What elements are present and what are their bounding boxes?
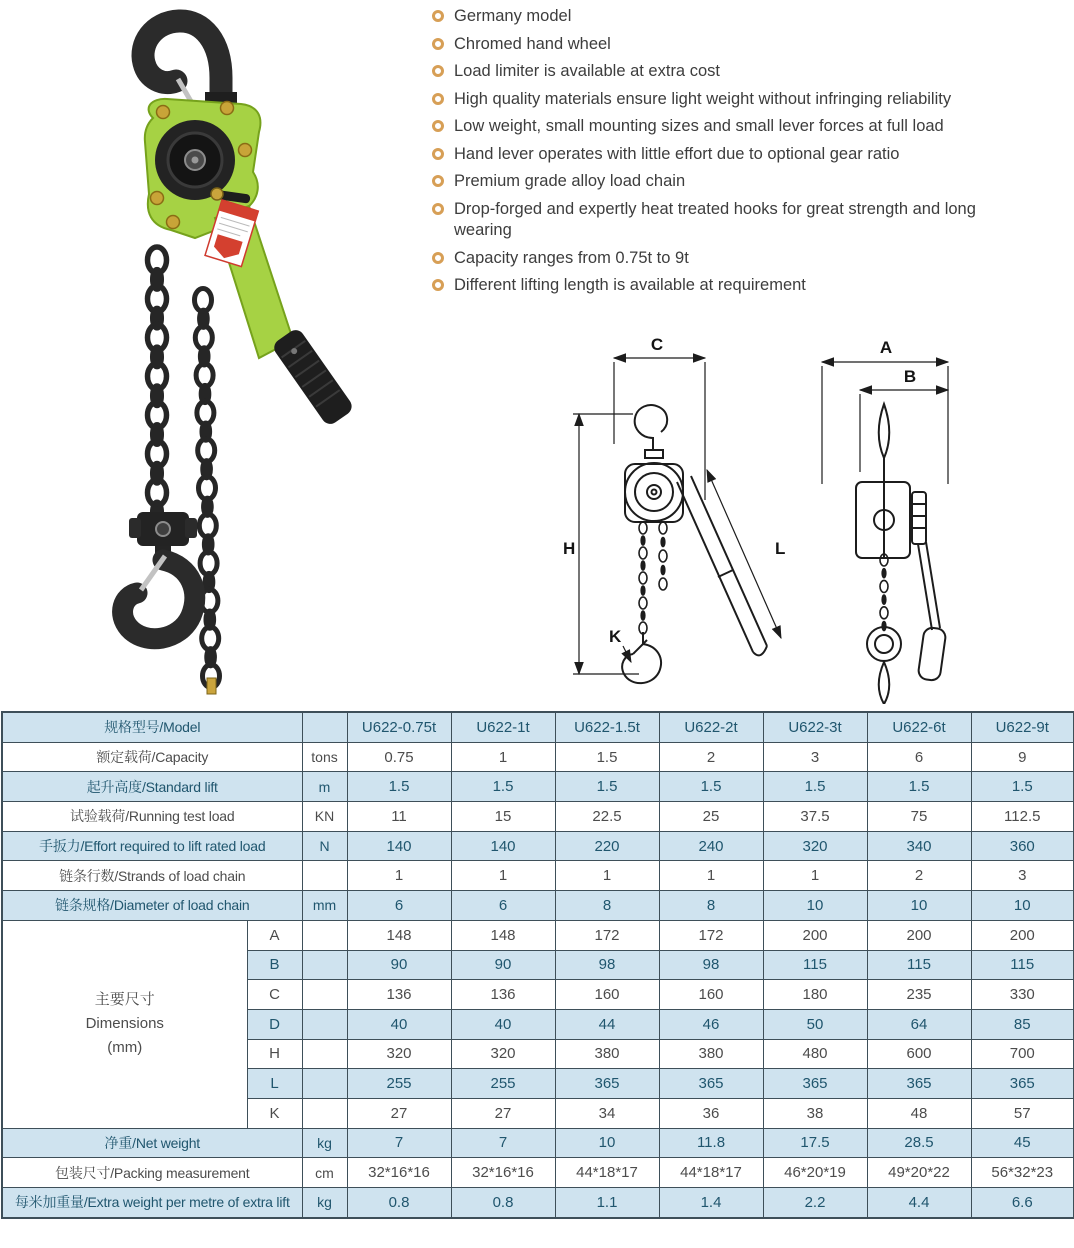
value-cell: 2.2 xyxy=(763,1188,867,1218)
value-cell: 28.5 xyxy=(867,1128,971,1158)
dim-label-l: L xyxy=(775,539,786,558)
value-cell: 380 xyxy=(659,1039,763,1069)
table-row xyxy=(2,1158,1074,1188)
bullet-icon xyxy=(432,38,444,50)
dim-label-b: B xyxy=(903,367,917,386)
value-cell: 235 xyxy=(867,980,971,1010)
row-label: 包装尺寸/Packing measurement xyxy=(2,1158,302,1188)
dim-label-h: H xyxy=(563,539,576,558)
value-cell: 10 xyxy=(867,891,971,921)
value-cell: 180 xyxy=(763,980,867,1010)
drawing-load-chain xyxy=(639,522,647,634)
value-cell: 85 xyxy=(971,1009,1074,1039)
value-cell: 90 xyxy=(451,950,555,980)
feature-item xyxy=(432,89,1024,111)
value-cell: 2 xyxy=(659,742,763,772)
value-cell: 27 xyxy=(451,1098,555,1128)
value-cell: 36 xyxy=(659,1098,763,1128)
bottom-hook-icon xyxy=(123,512,197,639)
value-cell: 6.6 xyxy=(971,1188,1074,1218)
value-cell: 25 xyxy=(659,802,763,832)
unit-cell xyxy=(302,980,347,1010)
bullet-icon xyxy=(432,65,444,77)
unit-cell xyxy=(302,950,347,980)
value-cell: 15 xyxy=(451,802,555,832)
dimensions-label-line: 主要尺寸 xyxy=(94,991,155,1009)
value-cell: 9 xyxy=(971,742,1074,772)
value-cell: 148 xyxy=(451,920,555,950)
spec-table xyxy=(1,711,1074,1219)
value-cell: 340 xyxy=(867,831,971,861)
model-header-cell: U622-6t xyxy=(867,712,971,742)
value-cell: 200 xyxy=(971,920,1074,950)
value-cell: 46 xyxy=(659,1009,763,1039)
value-cell: 32*16*16 xyxy=(451,1158,555,1188)
table-row xyxy=(2,891,1074,921)
dim-label-c: C xyxy=(650,335,664,354)
value-cell: 480 xyxy=(763,1039,867,1069)
feature-item xyxy=(432,116,1024,138)
model-header-cell: U622-3t xyxy=(763,712,867,742)
value-cell: 8 xyxy=(659,891,763,921)
bullet-icon xyxy=(432,203,444,215)
dim-label-a: A xyxy=(879,338,893,357)
value-cell: 200 xyxy=(867,920,971,950)
unit-cell xyxy=(302,712,347,742)
bullet-icon xyxy=(432,93,444,105)
table-row xyxy=(2,1128,1074,1158)
side-view-drawing xyxy=(800,332,985,704)
value-cell: 7 xyxy=(451,1128,555,1158)
value-cell: 1.5 xyxy=(971,772,1074,802)
value-cell: 8 xyxy=(555,891,659,921)
model-header-cell: U622-2t xyxy=(659,712,763,742)
table-row xyxy=(2,1188,1074,1218)
table-row xyxy=(2,772,1074,802)
row-label: 每米加重量/Extra weight per metre of extra lift xyxy=(2,1188,302,1218)
dimension-letter-cell: C xyxy=(247,980,302,1010)
unit-cell xyxy=(302,1069,347,1099)
value-cell: 1.5 xyxy=(659,772,763,802)
feature-text: Different lifting length is available at requirement xyxy=(454,276,806,294)
value-cell: 365 xyxy=(971,1069,1074,1099)
value-cell: 1 xyxy=(763,861,867,891)
value-cell: 320 xyxy=(451,1039,555,1069)
value-cell: 1.5 xyxy=(763,772,867,802)
feature-text: Premium grade alloy load chain xyxy=(454,172,686,190)
front-view-drawing xyxy=(557,332,792,704)
feature-text: Germany model xyxy=(454,7,572,25)
value-cell: 1.5 xyxy=(451,772,555,802)
unit-cell: kg xyxy=(302,1188,347,1218)
value-cell: 40 xyxy=(347,1009,451,1039)
value-cell: 1 xyxy=(451,742,555,772)
unit-cell: N xyxy=(302,831,347,861)
row-label: 额定载荷/Capacity xyxy=(2,742,302,772)
spec-table-body xyxy=(2,712,1074,1218)
dimension-letter-cell: B xyxy=(247,950,302,980)
feature-item xyxy=(432,199,1024,242)
value-cell: 115 xyxy=(867,950,971,980)
value-cell: 1 xyxy=(555,861,659,891)
value-cell: 45 xyxy=(971,1128,1074,1158)
value-cell: 140 xyxy=(347,831,451,861)
dimension-letter-cell: H xyxy=(247,1039,302,1069)
value-cell: 136 xyxy=(451,980,555,1010)
unit-cell: KN xyxy=(302,802,347,832)
feature-item xyxy=(432,275,1024,297)
value-cell: 44 xyxy=(555,1009,659,1039)
row-label: 起升高度/Standard lift xyxy=(2,772,302,802)
unit-cell xyxy=(302,861,347,891)
feature-item xyxy=(432,6,1024,28)
feature-text: Hand lever operates with little effort due to optional gear ratio xyxy=(454,144,900,163)
value-cell: 6 xyxy=(867,742,971,772)
feature-item xyxy=(432,144,1024,166)
value-cell: 365 xyxy=(659,1069,763,1099)
feature-item xyxy=(432,171,1024,193)
value-cell: 1 xyxy=(659,861,763,891)
value-cell: 7 xyxy=(347,1128,451,1158)
value-cell: 600 xyxy=(867,1039,971,1069)
value-cell: 49*20*22 xyxy=(867,1158,971,1188)
bullet-icon xyxy=(432,252,444,264)
value-cell: 34 xyxy=(555,1098,659,1128)
value-cell: 365 xyxy=(555,1069,659,1099)
value-cell: 255 xyxy=(347,1069,451,1099)
unit-cell: m xyxy=(302,772,347,802)
lever-hoist-illustration xyxy=(45,0,365,706)
value-cell: 1.1 xyxy=(555,1188,659,1218)
value-cell: 50 xyxy=(763,1009,867,1039)
unit-cell: cm xyxy=(302,1158,347,1188)
value-cell: 46*20*19 xyxy=(763,1158,867,1188)
value-cell: 365 xyxy=(867,1069,971,1099)
bullet-icon xyxy=(432,175,444,187)
value-cell: 1.4 xyxy=(659,1188,763,1218)
value-cell: 10 xyxy=(555,1128,659,1158)
value-cell: 40 xyxy=(451,1009,555,1039)
feature-text: Load limiter is available at extra cost xyxy=(454,62,720,80)
value-cell: 90 xyxy=(347,950,451,980)
value-cell: 4.4 xyxy=(867,1188,971,1218)
hoist-body xyxy=(145,99,293,358)
value-cell: 1.5 xyxy=(555,772,659,802)
dimensions-group-label xyxy=(2,920,247,1128)
value-cell: 330 xyxy=(971,980,1074,1010)
value-cell: 48 xyxy=(867,1098,971,1128)
table-row xyxy=(2,920,1074,950)
table-row xyxy=(2,861,1074,891)
value-cell: 240 xyxy=(659,831,763,861)
feature-item xyxy=(432,34,1024,56)
value-cell: 700 xyxy=(971,1039,1074,1069)
value-cell: 320 xyxy=(763,831,867,861)
value-cell: 172 xyxy=(659,920,763,950)
dimension-letter-cell: K xyxy=(247,1098,302,1128)
feature-text: Capacity ranges from 0.75t to 9t xyxy=(454,248,689,267)
value-cell: 140 xyxy=(451,831,555,861)
load-chain xyxy=(148,247,167,522)
value-cell: 11.8 xyxy=(659,1128,763,1158)
value-cell: 1 xyxy=(347,861,451,891)
value-cell: 64 xyxy=(867,1009,971,1039)
feature-list-section xyxy=(432,6,1024,303)
value-cell: 112.5 xyxy=(971,802,1074,832)
value-cell: 255 xyxy=(451,1069,555,1099)
dimension-letter-cell: D xyxy=(247,1009,302,1039)
table-row xyxy=(2,712,1074,742)
row-label: 净重/Net weight xyxy=(2,1128,302,1158)
row-label: 链条行数/Strands of load chain xyxy=(2,861,302,891)
value-cell: 10 xyxy=(763,891,867,921)
value-cell: 57 xyxy=(971,1098,1074,1128)
value-cell: 11 xyxy=(347,802,451,832)
dimensions-label-line: (mm) xyxy=(107,1039,143,1057)
value-cell: 360 xyxy=(971,831,1074,861)
value-cell: 98 xyxy=(555,950,659,980)
dim-label-k: K xyxy=(609,627,622,646)
bullet-icon xyxy=(432,148,444,160)
value-cell: 6 xyxy=(347,891,451,921)
unit-cell xyxy=(302,1098,347,1128)
model-header-cell: U622-0.75t xyxy=(347,712,451,742)
model-header-cell: U622-1.5t xyxy=(555,712,659,742)
feature-text: High quality materials ensure light weight without infringing reliability xyxy=(454,89,952,108)
value-cell: 98 xyxy=(659,950,763,980)
row-label-model: 规格型号/Model xyxy=(2,712,302,742)
value-cell: 3 xyxy=(971,861,1074,891)
feature-item xyxy=(432,61,1024,83)
feature-text: Chromed hand wheel xyxy=(454,34,611,53)
value-cell: 0.75 xyxy=(347,742,451,772)
value-cell: 148 xyxy=(347,920,451,950)
dimension-letter-cell: A xyxy=(247,920,302,950)
value-cell: 365 xyxy=(763,1069,867,1099)
drawing-side-chain xyxy=(880,554,888,631)
value-cell: 160 xyxy=(555,980,659,1010)
value-cell: 1.5 xyxy=(347,772,451,802)
unit-cell xyxy=(302,1039,347,1069)
value-cell: 0.8 xyxy=(347,1188,451,1218)
lever-grip xyxy=(271,327,355,428)
value-cell: 115 xyxy=(763,950,867,980)
bullet-icon xyxy=(432,279,444,291)
model-header-cell: U622-1t xyxy=(451,712,555,742)
feature-list xyxy=(432,6,1024,297)
hand-chain xyxy=(195,289,220,688)
chain-end-stop xyxy=(207,678,216,694)
value-cell: 27 xyxy=(347,1098,451,1128)
unit-cell: tons xyxy=(302,742,347,772)
value-cell: 10 xyxy=(971,891,1074,921)
model-header-cell: U622-9t xyxy=(971,712,1074,742)
product-photo xyxy=(45,0,365,706)
unit-cell: mm xyxy=(302,891,347,921)
value-cell: 56*32*23 xyxy=(971,1158,1074,1188)
value-cell: 0.8 xyxy=(451,1188,555,1218)
value-cell: 160 xyxy=(659,980,763,1010)
feature-text: Low weight, small mounting sizes and small lever forces at full load xyxy=(454,117,944,135)
value-cell: 38 xyxy=(763,1098,867,1128)
value-cell: 3 xyxy=(763,742,867,772)
value-cell: 320 xyxy=(347,1039,451,1069)
row-label: 试验载荷/Running test load xyxy=(2,802,302,832)
value-cell: 1.5 xyxy=(555,742,659,772)
row-label: 手扳力/Effort required to lift rated load xyxy=(2,831,302,861)
value-cell: 6 xyxy=(451,891,555,921)
spec-table-section xyxy=(1,711,1073,1219)
value-cell: 380 xyxy=(555,1039,659,1069)
dimensions-label-line: Dimensions xyxy=(85,1015,164,1033)
value-cell: 2 xyxy=(867,861,971,891)
bullet-icon xyxy=(432,120,444,132)
value-cell: 32*16*16 xyxy=(347,1158,451,1188)
value-cell: 75 xyxy=(867,802,971,832)
dimension-letter-cell: L xyxy=(247,1069,302,1099)
value-cell: 115 xyxy=(971,950,1074,980)
value-cell: 1 xyxy=(451,861,555,891)
value-cell: 172 xyxy=(555,920,659,950)
value-cell: 37.5 xyxy=(763,802,867,832)
value-cell: 1.5 xyxy=(867,772,971,802)
drawing-hand-chain xyxy=(659,522,667,590)
table-row xyxy=(2,742,1074,772)
unit-cell xyxy=(302,920,347,950)
unit-cell xyxy=(302,1009,347,1039)
value-cell: 17.5 xyxy=(763,1128,867,1158)
feature-text: Drop-forged and expertly heat treated hooks for great strength and long wearing xyxy=(454,199,976,239)
value-cell: 44*18*17 xyxy=(659,1158,763,1188)
bullet-icon xyxy=(432,10,444,22)
feature-item xyxy=(432,248,1024,270)
value-cell: 200 xyxy=(763,920,867,950)
value-cell: 44*18*17 xyxy=(555,1158,659,1188)
row-label: 链条规格/Diameter of load chain xyxy=(2,891,302,921)
value-cell: 136 xyxy=(347,980,451,1010)
table-row xyxy=(2,802,1074,832)
unit-cell: kg xyxy=(302,1128,347,1158)
value-cell: 220 xyxy=(555,831,659,861)
table-row xyxy=(2,831,1074,861)
value-cell: 22.5 xyxy=(555,802,659,832)
